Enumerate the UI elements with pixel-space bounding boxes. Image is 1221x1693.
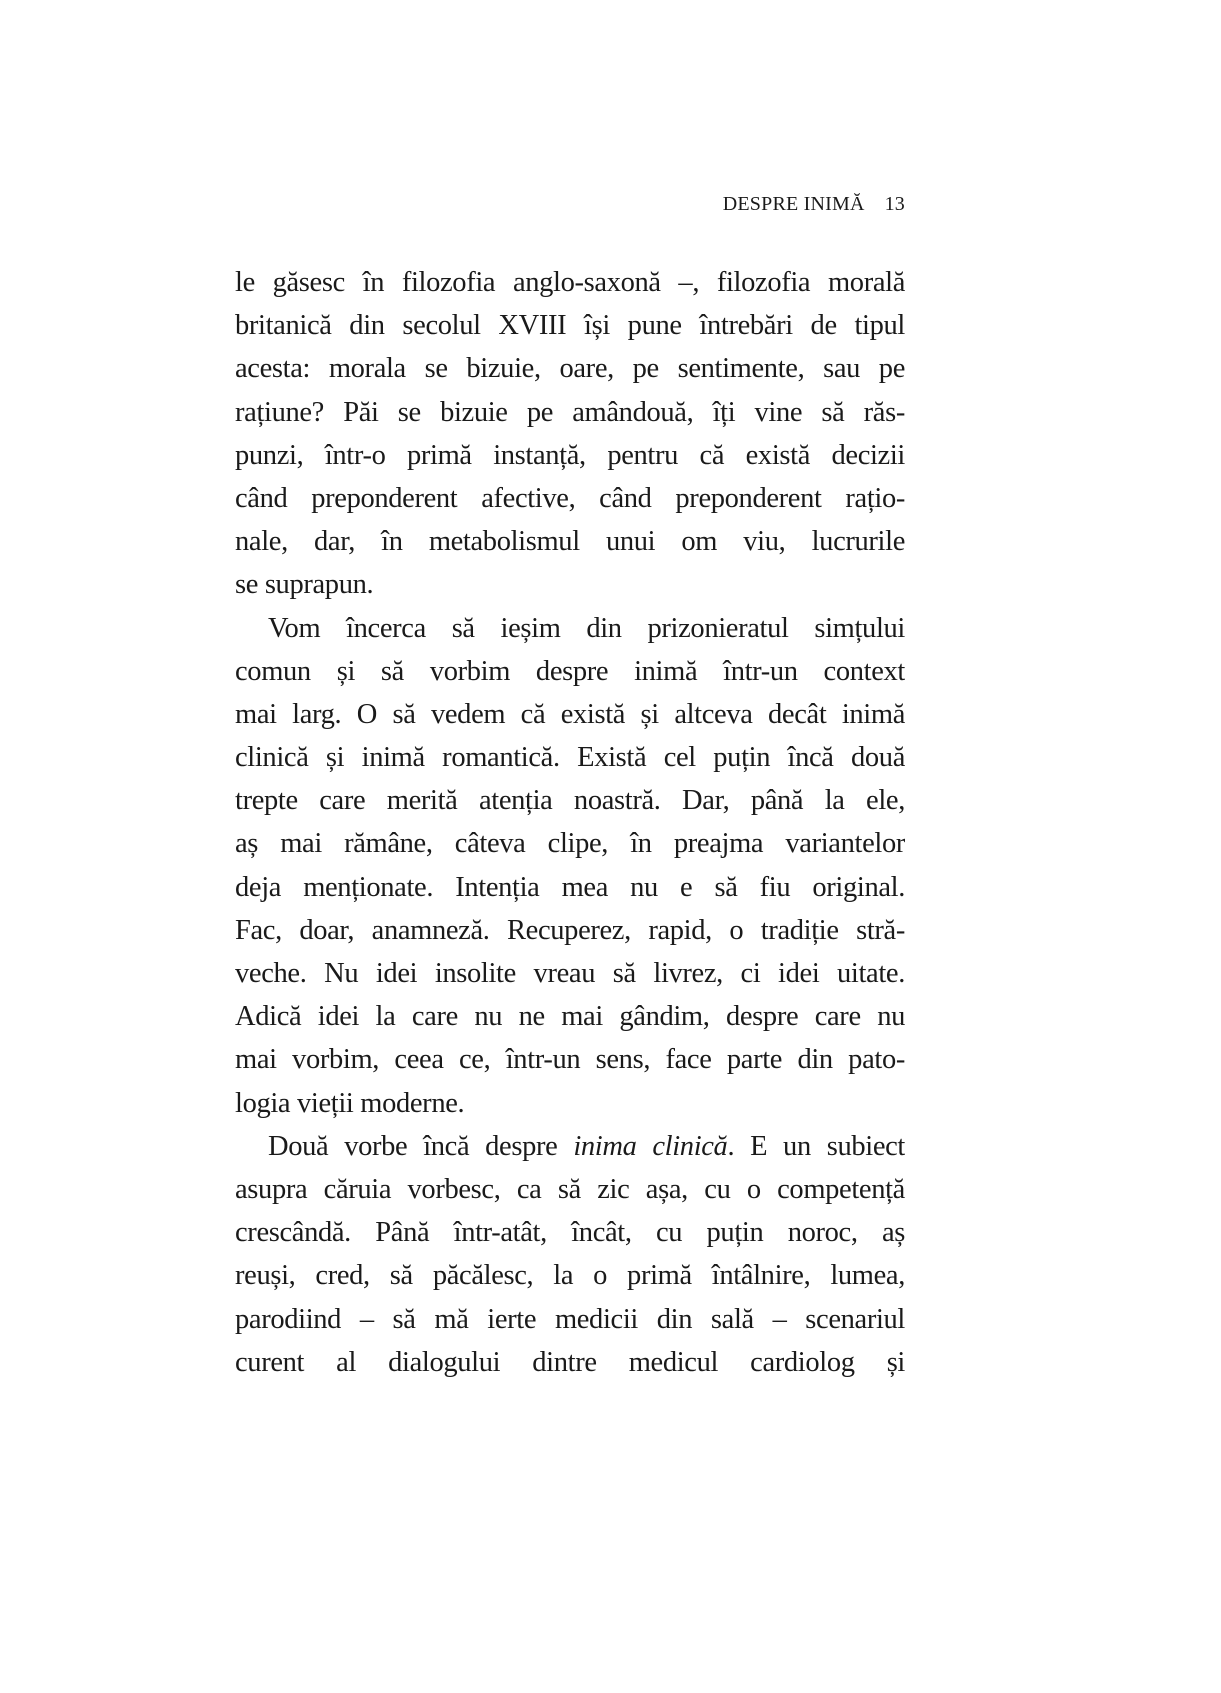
running-title: DESPRE INIMĂ <box>722 193 865 215</box>
text-line: deja menționate. Intenția mea nu e să fiu original. <box>235 871 905 903</box>
paragraph-2 <box>235 607 905 1125</box>
text-line: crescândă. Până într-atât, încât, cu puțin noroc, aș <box>235 1217 905 1249</box>
text-line: britanică din secolul XVIII își pune întrebări de tipul <box>235 310 905 342</box>
text-line: Adică idei la care nu ne mai gândim, despre care nu <box>235 1001 905 1033</box>
text-line: punzi, într-o primă instanță, pentru că există decizii <box>235 439 905 471</box>
text-line: asupra căruia vorbesc, ca să zic așa, cu o competență <box>235 1173 905 1205</box>
text-line: clinică și inimă romantică. Există cel puțin încă două <box>235 742 905 774</box>
text-line: trepte care merită atenția noastră. Dar, până la ele, <box>235 785 905 817</box>
text-line: curent al dialogului dintre medicul cardiolog și <box>235 1346 905 1378</box>
text-line: când preponderent afective, când preponderent rațio- <box>235 482 905 514</box>
text-line: mai vorbim, ceea ce, într-un sens, face parte din pato- <box>235 1044 905 1076</box>
text-line: logia vieții moderne. <box>235 1087 465 1119</box>
body-text <box>235 261 905 1384</box>
running-header <box>723 193 905 216</box>
text-line: Vom încerca să ieșim din prizonieratul simțului <box>268 612 905 644</box>
paragraph-1 <box>235 261 905 607</box>
text-line: comun și să vorbim despre inimă într-un context <box>235 655 905 687</box>
text-line: reuși, cred, să păcălesc, la o primă întâlnire, lumea, <box>235 1260 905 1292</box>
text-segment: Două vorbe încă despre <box>268 1130 574 1162</box>
text-line: veche. Nu idei insolite vreau să livrez, ci idei uitate. <box>235 958 905 989</box>
text-line: aș mai rămâne, câteva clipe, în preajma variantelor <box>235 828 905 860</box>
text-line: acesta: morala se bizuie, oare, pe sentimente, sau pe <box>235 353 905 385</box>
page-number: 13 <box>884 193 905 215</box>
text-segment: . E un subiect <box>727 1130 905 1162</box>
text-line: se suprapun. <box>235 569 374 601</box>
text-line: Fac, doar, anamneză. Recuperez, rapid, o tradiție stră- <box>235 914 905 946</box>
text-line <box>235 1125 905 1168</box>
italic-term: inima clinică <box>573 1130 728 1162</box>
text-line: parodiind – să mă ierte medicii din sală – scenariul <box>235 1303 905 1335</box>
text-line: nale, dar, în metabolismul unui om viu, lucrurile <box>235 526 905 558</box>
text-line: rațiune? Păi se bizuie pe amândouă, îți vine să răs- <box>235 396 905 428</box>
text-line: le găsesc în filozofia anglo-saxonă –, filozofia morală <box>235 267 905 298</box>
text-line: mai larg. O să vedem că există și altceva decât inimă <box>235 698 905 730</box>
paragraph-3 <box>235 1125 905 1384</box>
